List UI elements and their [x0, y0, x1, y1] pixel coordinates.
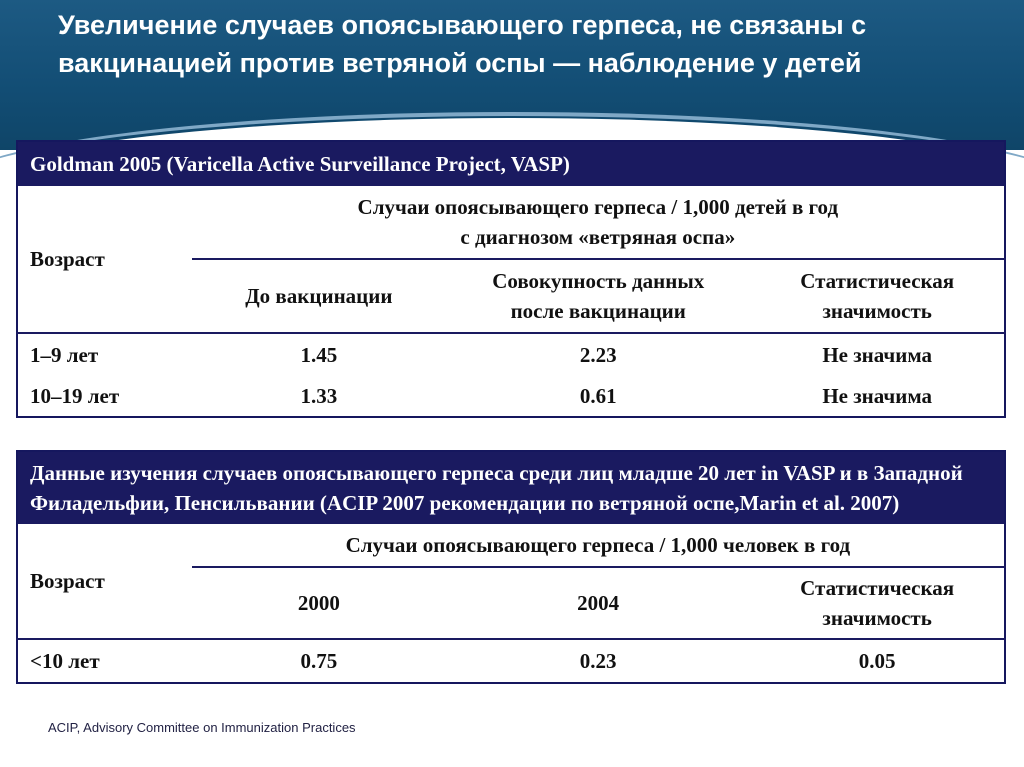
group-header-line-1: Случаи опоясывающего герпеса / 1,000 детей в год	[357, 195, 839, 219]
column-header	[750, 567, 1005, 639]
column-header	[446, 259, 750, 333]
table-caption: Goldman 2005 (Varicella Active Surveillance Project, VASP)	[17, 141, 1005, 186]
age-cell: 1–9 лет	[30, 342, 99, 367]
column-header-line-1: Статистическая	[800, 576, 955, 600]
column-header	[192, 567, 446, 639]
before-cell: 1.45	[300, 342, 338, 367]
table-row	[17, 639, 1005, 683]
vasp-table	[16, 140, 1006, 418]
group-header: Случаи опоясывающего герпеса / 1,000 человек в год	[192, 524, 1005, 567]
age-cell: <10 лет	[30, 648, 100, 673]
y2004-cell: 0.23	[579, 648, 617, 673]
column-header-line-1: Статистическая	[800, 269, 955, 293]
column-header-line-1: 2004	[577, 591, 620, 615]
group-header-line-2: с диагнозом «ветряная оспа»	[460, 225, 736, 249]
column-header-line-1: До вакцинации	[245, 284, 393, 308]
footnote: ACIP, Advisory Committee on Immunization Practices	[48, 720, 356, 735]
table-caption-row	[17, 451, 1005, 524]
before-cell: 1.33	[300, 383, 338, 408]
after-cell: 0.61	[579, 383, 617, 408]
column-header-line-2: после вакцинации	[510, 299, 686, 323]
significance-cell: Не значима	[822, 342, 933, 367]
table-row	[17, 376, 1005, 417]
column-header-line-2: значимость	[822, 606, 932, 630]
significance-cell: 0.05	[858, 648, 896, 673]
group-header-row	[17, 186, 1005, 259]
column-header-line-2: значимость	[822, 299, 932, 323]
after-cell: 2.23	[579, 342, 617, 367]
philadelphia-table	[16, 450, 1006, 684]
column-header	[192, 259, 446, 333]
y2000-cell: 0.75	[300, 648, 338, 673]
column-header	[750, 259, 1005, 333]
slide-title: Увеличение случаев опоясывающего герпеса, не связаны с вакцинацией против ветряной оспы — наблюдение у детей	[58, 10, 867, 78]
significance-cell: Не значима	[822, 383, 933, 408]
table-caption: Данные изучения случаев опоясывающего герпеса среди лиц младше 20 лет in VASP и в Западной Филадельфии, Пенсильвании (ACIP 2007 рекомендации по ветряной оспе,Marin et al. 2007)	[17, 451, 1005, 524]
group-header	[192, 186, 1005, 259]
age-header: Возраст	[17, 186, 192, 333]
column-header-line-1: Совокупность данных	[492, 269, 705, 293]
column-header	[446, 567, 750, 639]
table-caption-row	[17, 141, 1005, 186]
group-header-row	[17, 524, 1005, 567]
age-cell: 10–19 лет	[30, 383, 120, 408]
column-header-line-1: 2000	[297, 591, 340, 615]
age-header: Возраст	[17, 524, 192, 639]
table-row	[17, 333, 1005, 376]
